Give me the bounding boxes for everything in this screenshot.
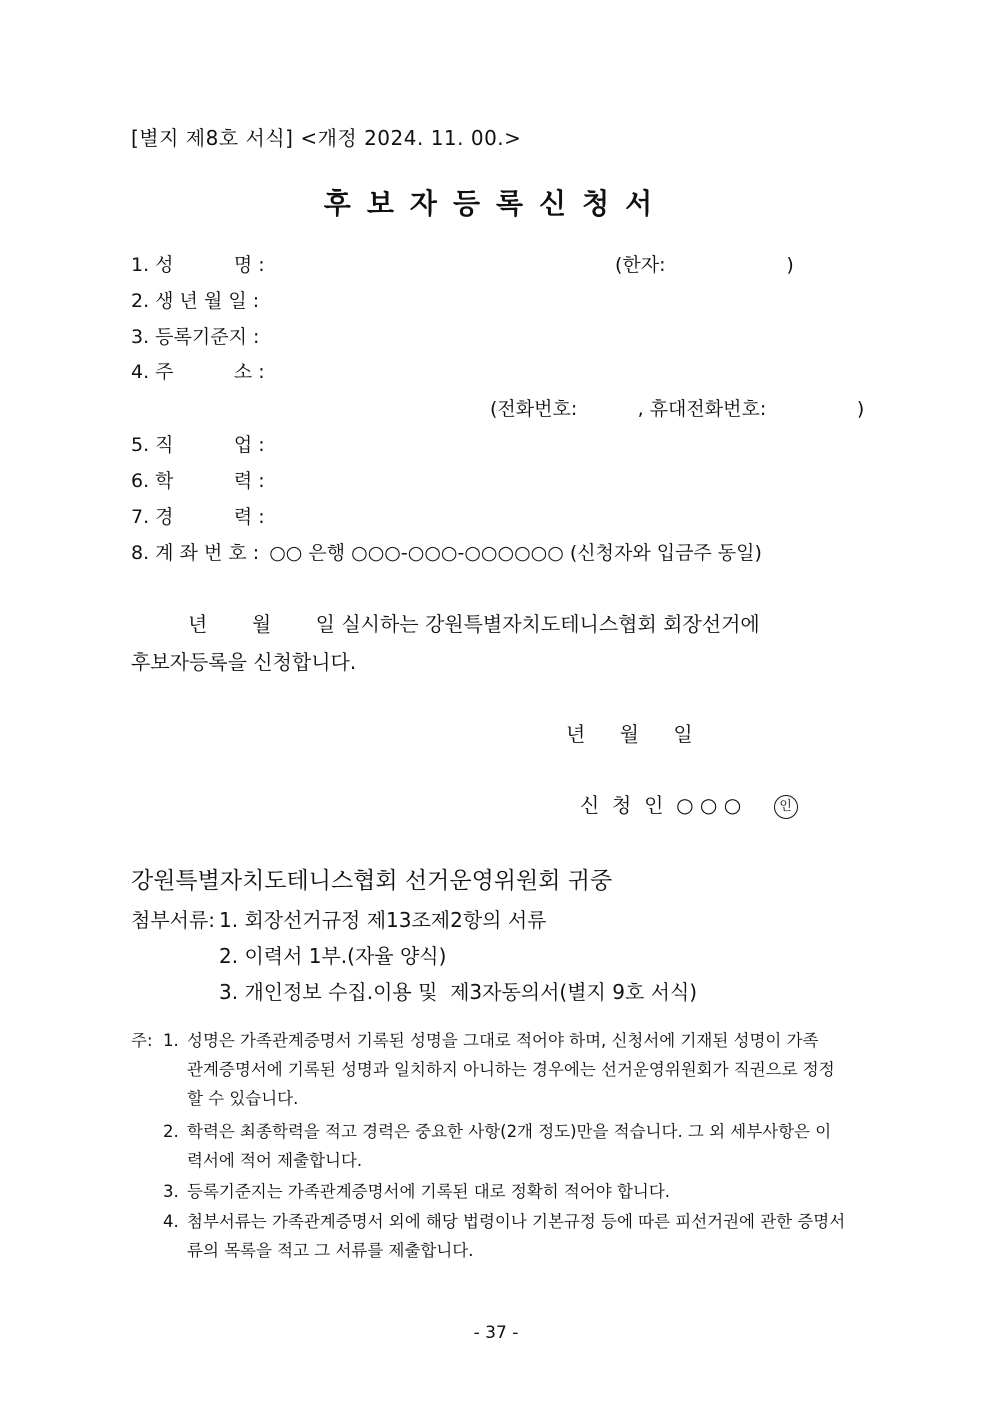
note-number: 3. — [163, 1182, 179, 1201]
attachment-item: 1. 회장선거규정 제13조제2항의 서류 — [219, 908, 547, 932]
field-career: 7. 경 력 : — [131, 506, 265, 528]
field-name-label: 1. 성 명 : — [131, 254, 265, 276]
field-account-value: ○○ 은행 ○○○-○○○-○○○○○○ (신청자와 입금주 동일) — [269, 542, 762, 564]
note-line: 등록기준지는 가족관계증명서에 기록된 대로 정확히 적어야 합니다. — [187, 1182, 671, 1201]
field-name — [131, 250, 265, 277]
body-line-2: 후보자등록을 신청합니다. — [131, 650, 357, 674]
page-number: - 37 - — [473, 1323, 519, 1343]
body-line-1: 년 월 일 실시하는 강원특별자치도테니스협회 회장선거에 — [188, 612, 760, 636]
note-line: 관계증명서에 기록된 성명과 일치하지 아니하는 경우에는 선거운영위원회가 직권으로 정정 — [187, 1060, 835, 1079]
note-line: 할 수 있습니다. — [187, 1089, 299, 1108]
form-title: 후보자등록신청서 — [323, 187, 669, 220]
note-number: 4. — [163, 1212, 179, 1231]
field-education: 6. 학 력 : — [131, 470, 265, 492]
applicant-label: 신 청 인 ○ ○ ○ — [580, 793, 742, 817]
note-line: 류의 목록을 적고 그 서류를 제출합니다. — [187, 1241, 474, 1260]
field-birthdate: 2. 생 년 월 일 : — [131, 290, 260, 312]
note-line: 력서에 적어 제출합니다. — [187, 1151, 363, 1170]
notes-prefix: 주: — [131, 1031, 153, 1050]
note-line: 학력은 최종학력을 적고 경력은 중요한 사항(2개 정도)만을 적습니다. 그 외 세부사항은 이 — [187, 1122, 832, 1141]
seal-mark: 인 — [774, 795, 798, 819]
attachments-label: 첨부서류: — [131, 908, 216, 932]
field-address: 4. 주 소 : — [131, 361, 265, 383]
field-account — [131, 538, 762, 565]
field-name-hanja: (한자: ) — [615, 254, 794, 276]
field-registration-base: 3. 등록기준지 : — [131, 326, 260, 348]
application-date: 년 월 일 — [566, 722, 693, 746]
applicant-signature — [580, 789, 798, 819]
note-number: 1. — [163, 1031, 179, 1050]
field-phone: (전화번호: , 휴대전화번호: ) — [490, 398, 865, 420]
recipient-association: 강원특별자치도테니스협회 선거운영위원회 귀중 — [131, 868, 613, 894]
form-header: [별지 제8호 서식] <개정 2024. 11. 00.> — [131, 126, 522, 150]
field-occupation: 5. 직 업 : — [131, 434, 265, 456]
field-account-label: 8. 계 좌 번 호 : — [131, 542, 260, 564]
note-line: 첨부서류는 가족관계증명서 외에 해당 법령이나 기본규정 등에 따른 피선거권에 관한 증명서 — [187, 1212, 846, 1231]
attachment-item: 2. 이력서 1부.(자율 양식) — [219, 944, 447, 968]
attachment-item: 3. 개인정보 수집.이용 및 제3자동의서(별지 9호 서식) — [219, 980, 698, 1004]
note-line: 성명은 가족관계증명서 기록된 성명을 그대로 적어야 하며, 신청서에 기재된 성명이 가족 — [187, 1031, 819, 1050]
note-number: 2. — [163, 1122, 179, 1141]
